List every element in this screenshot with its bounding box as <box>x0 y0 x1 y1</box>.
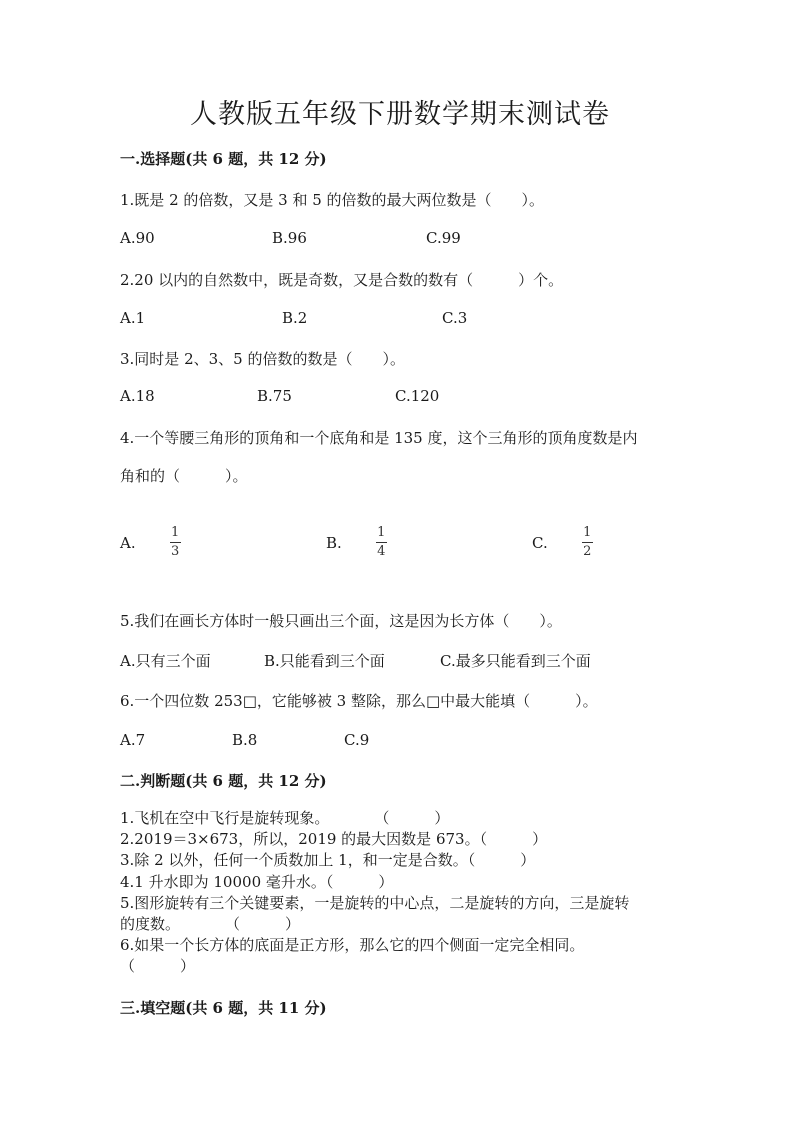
question-4-option-a <box>120 526 181 559</box>
numerator: 1 <box>583 525 592 540</box>
question-4-line-2: 角和的（ ）。 <box>120 467 248 485</box>
section-heading-true-false: 二.判断题(共 6 题，共 12 分) <box>120 772 327 790</box>
fraction-bar <box>170 542 181 543</box>
section-heading-multiple-choice: 一.选择题(共 6 题，共 12 分) <box>120 150 327 168</box>
question-3-option-a: A.18 <box>120 387 155 405</box>
question-4-option-b <box>326 526 387 559</box>
question-1-option-b: B.96 <box>272 229 307 247</box>
question-1: 1.既是 2 的倍数，又是 3 和 5 的倍数的最大两位数是（ ）。 <box>120 191 545 209</box>
true-false-item: 4.1 升水即为 10000 毫升水。（ ） <box>120 873 394 891</box>
question-5-option-c: C.最多只能看到三个面 <box>440 652 591 670</box>
numerator: 1 <box>170 525 180 540</box>
option-label: C. <box>532 533 548 552</box>
option-label: B. <box>326 533 342 552</box>
fraction-bar <box>582 542 593 543</box>
question-1-option-a: A.90 <box>120 229 155 247</box>
question-5-option-a: A.只有三个面 <box>120 652 211 670</box>
section-heading-fill-in: 三.填空题(共 6 题，共 11 分) <box>120 999 327 1017</box>
question-3-option-b: B.75 <box>257 387 292 405</box>
denominator: 3 <box>170 544 180 559</box>
denominator: 2 <box>583 544 592 559</box>
true-false-item: 1.飞机在空中飞行是旋转现象。 （ ） <box>120 809 450 827</box>
question-2-option-c: C.3 <box>442 309 468 327</box>
true-false-item: 5.图形旋转有三个关键要素，一是旋转的中心点，二是旋转的方向，三是旋转 <box>120 894 630 912</box>
question-1-option-c: C.99 <box>426 229 461 247</box>
question-6: 6.一个四位数 253□，它能够被 3 整除，那么□中最大能填（ ）。 <box>120 692 598 710</box>
true-false-item-continued: （ ） <box>120 957 196 975</box>
option-label: A. <box>120 533 136 552</box>
true-false-item-continued: 的度数。 （ ） <box>120 915 301 933</box>
denominator: 4 <box>377 544 386 559</box>
question-4-line-1: 4.一个等腰三角形的顶角和一个底角和是 135 度，这个三角形的顶角度数是内 <box>120 429 638 447</box>
question-5-option-b: B.只能看到三个面 <box>264 652 385 670</box>
fraction <box>582 526 593 559</box>
question-6-option-c: C.9 <box>344 731 370 749</box>
question-4-option-c <box>532 526 593 559</box>
fraction <box>376 526 387 559</box>
question-6-option-b: B.8 <box>232 731 258 749</box>
fraction <box>170 526 181 559</box>
question-6-option-a: A.7 <box>120 731 146 749</box>
fraction-bar <box>376 542 387 543</box>
true-false-item: 6.如果一个长方体的底面是正方形，那么它的四个侧面一定完全相同。 <box>120 936 585 954</box>
question-5: 5.我们在画长方体时一般只画出三个面，这是因为长方体（ ）。 <box>120 612 562 630</box>
numerator: 1 <box>377 525 386 540</box>
question-2-option-a: A.1 <box>120 309 146 327</box>
page-title: 人教版五年级下册数学期末测试卷 <box>190 99 610 130</box>
question-2-option-b: B.2 <box>282 309 308 327</box>
true-false-item: 2.2019＝3×673，所以，2019 的最大因数是 673。（ ） <box>120 830 548 848</box>
question-3-option-c: C.120 <box>395 387 440 405</box>
question-2: 2.20 以内的自然数中，既是奇数，又是合数的数有（ ）个。 <box>120 271 564 289</box>
true-false-item: 3.除 2 以外，任何一个质数加上 1，和一定是合数。（ ） <box>120 851 536 869</box>
question-3: 3.同时是 2、3、5 的倍数的数是（ ）。 <box>120 350 405 368</box>
